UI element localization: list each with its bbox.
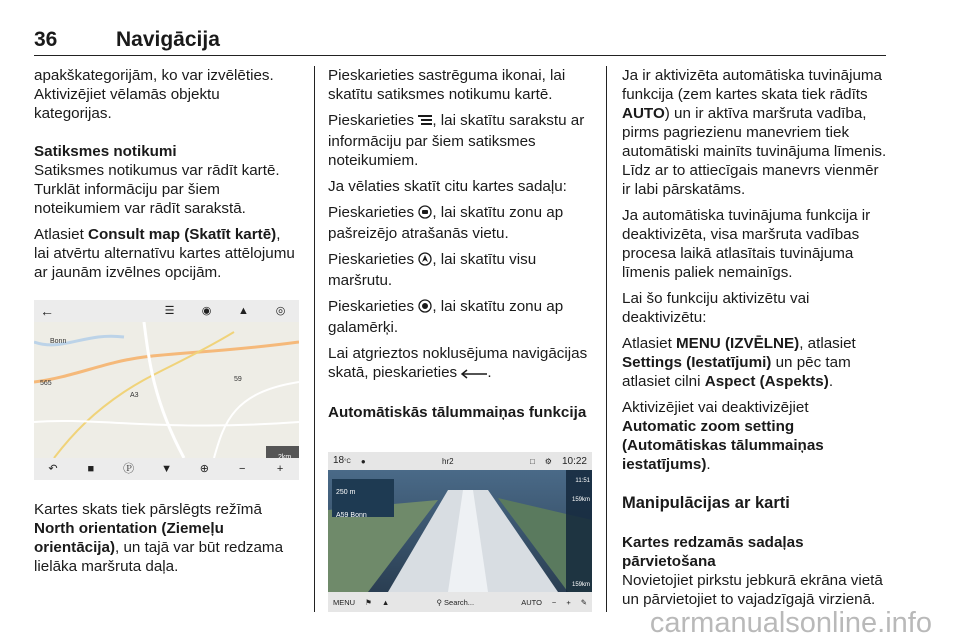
paragraph: Lai atgrieztos noklusējuma navigācijas skatā, pieskarieties . xyxy=(328,344,596,384)
auto-zoom-label: AUTO xyxy=(521,597,542,607)
north-arrow-icon: ▲ xyxy=(381,597,390,607)
map-top-bar xyxy=(34,300,299,322)
car-position-icon xyxy=(418,205,432,224)
paragraph: Ja ir aktivizēta automātiska tuvinājuma funkcija (zem kartes skata tiek rādīts AUTO) un ir aktīva maršruta vadība, pirms pagriezienu manevriem tiek automātiski mainīts tuvinājuma līmenis. Līdz ar to attiecīgais manevrs vienmēr ir labi pārskatāms. xyxy=(622,67,887,198)
map-label-road: A3 xyxy=(130,392,139,399)
search-icon: ⚲ xyxy=(436,597,445,607)
map-screenshot xyxy=(34,300,299,480)
subsection-heading-move-map: Kartes redzamās sadaļas pārvietošana xyxy=(622,534,804,570)
nav-bottom-bar xyxy=(328,592,592,612)
section-heading-autozoom: Automātiskās tālummaiņas funkcija xyxy=(328,404,587,421)
locate-icon: ⊕ xyxy=(199,462,209,475)
navigation-screenshot xyxy=(328,452,592,612)
auto-label: AUTO xyxy=(622,105,665,122)
menu-option-aspect: Aspect (Aspekts) xyxy=(704,373,829,390)
menu-button-label: MENU xyxy=(333,597,356,607)
map-view xyxy=(34,322,299,458)
flag-icon: ⚑ xyxy=(365,597,372,607)
clock-time: 10:22 xyxy=(561,455,587,467)
remaining-distance: 159km xyxy=(571,582,590,588)
list-icon xyxy=(418,113,432,132)
radio-station: hr2 xyxy=(442,456,454,466)
destination-icon xyxy=(418,299,432,318)
settings-gear-icon: ⚙ xyxy=(544,456,552,466)
paragraph: Atlasiet MENU (IZVĒLNE), atlasiet Settings (Iestatījumi) un pēc tam atlasiet cilni Aspect (Aspekts). xyxy=(622,335,856,390)
paragraph: Pieskarieties sastrēguma ikonai, lai skatītu satiksmes notikumu kartē. xyxy=(328,67,566,103)
paragraph: Pieskarieties , lai skatītu sarakstu ar informāciju par šiem satiksmes noteikumiem. xyxy=(328,112,585,169)
chapter-title: Navigācija xyxy=(116,28,220,51)
paragraph: Novietojiet pirkstu jebkurā ekrāna vietā un pārvietojiet to vajadzīgajā virzienā. xyxy=(622,572,883,608)
page-number: 36 xyxy=(34,28,58,51)
map-label-road: 59 xyxy=(234,376,242,383)
eta-distance: 159km xyxy=(571,497,590,503)
destination-icon: ◎ xyxy=(275,304,286,317)
map-roads xyxy=(34,322,299,458)
column-1 xyxy=(34,66,299,583)
eta-time: 11:51 xyxy=(575,478,590,484)
section-heading-manipulation: Manipulācijas ar karti xyxy=(622,494,790,512)
paragraph: Aktivizējiet vai deaktivizējiet Automatic zoom setting (Automātiskas tālummaiņas iestatījums). xyxy=(622,399,824,473)
page-header xyxy=(34,28,886,56)
mode-north-orientation: North orientation (Ziemeļu orientācija) xyxy=(34,520,224,556)
paragraph: Ja automātiska tuvinājuma funkcija ir deaktivizēta, visa maršruta vadības procesa laikā atlasītais tuvinājuma līmenis paliek nemainīgs. xyxy=(622,207,871,281)
column-divider-1 xyxy=(314,66,315,612)
route-overview-icon: ▲ xyxy=(238,304,249,317)
zoom-in-icon: + xyxy=(566,597,571,607)
back-arrow-icon: ← xyxy=(40,302,54,319)
menu-option-settings: Settings (Iestatījumi) xyxy=(622,354,772,371)
paragraph: Kartes skats tiek pārslēgts režīmā North orientation (Ziemeļu orientācija), un tajā var būt redzama lielāka maršruta daļa. xyxy=(34,501,284,575)
watermark: carmanualsonline.info xyxy=(649,607,932,639)
undo-icon: ↶ xyxy=(48,462,58,475)
turn-distance: 250 m xyxy=(336,489,356,496)
parking-icon: Ⓟ xyxy=(123,462,135,475)
search-field: Search... xyxy=(444,597,475,607)
map-bottom-bar xyxy=(34,458,299,480)
route-overview-icon xyxy=(418,252,432,271)
map-label-city: Bonn xyxy=(50,338,67,345)
location-icon: ● xyxy=(360,456,366,466)
fuel-icon: ■ xyxy=(87,462,95,475)
section-heading-traffic: Satiksmes notikumi xyxy=(34,143,177,160)
menu-option-consult-map: Consult map (Skatīt kartē) xyxy=(88,226,277,243)
map-label-road: 565 xyxy=(40,380,52,387)
paragraph: Ja vēlaties skatīt citu kartes sadaļu: xyxy=(328,178,567,195)
eta-side-panel xyxy=(566,470,592,592)
paragraph: Atlasiet Consult map (Skatīt kartē), lai atvērtu alternatīvu kartes attēlojumu ar jaunām izvēlnes opcijām. xyxy=(34,226,295,281)
paragraph: Pieskarieties , lai skatītu zonu ap pašreizējo atrašanās vietu. xyxy=(328,204,564,242)
column-2 xyxy=(328,66,596,612)
phone-icon: □ xyxy=(529,456,535,466)
zoom-out-icon: − xyxy=(551,597,557,607)
setting-automatic-zoom: Automatic zoom setting (Automātiskas tālummaiņas iestatījums) xyxy=(622,418,824,473)
temperature: 18 xyxy=(333,454,345,466)
zoom-out-icon: − xyxy=(239,462,246,475)
menu-option-menu: MENU (IZVĒLNE) xyxy=(676,335,800,352)
paragraph: Pieskarieties , lai skatītu visu maršrutu. xyxy=(328,251,537,289)
map-scale: 2km xyxy=(278,454,292,458)
paragraph: apakškategorijām, ko var izvēlēties. Aktivizējiet vēlamās objektu kategorijas. xyxy=(34,67,274,122)
options-icon: ✎ xyxy=(580,597,587,607)
back-arrow-icon xyxy=(461,365,487,384)
column-3 xyxy=(622,66,890,616)
column-divider-2 xyxy=(606,66,607,612)
traffic-icon: ▼ xyxy=(161,462,172,475)
turn-road: A59 Bonn xyxy=(336,512,367,519)
zoom-in-icon: + xyxy=(276,462,284,475)
paragraph: Satiksmes notikumus var rādīt kartē. Turklāt informāciju par šiem noteikumiem var rādīt sarakstā. xyxy=(34,162,280,217)
turn-instruction-panel xyxy=(332,479,394,517)
paragraph: Pieskarieties , lai skatītu zonu ap galamērķi. xyxy=(328,298,564,336)
nav-top-bar: 18°C ● hr2 □ ⚙ 10:22 xyxy=(328,452,592,470)
list-icon: ☰ xyxy=(164,304,175,317)
paragraph: Lai šo funkciju aktivizētu vai deaktivizētu: xyxy=(622,290,810,326)
car-position-icon: ◉ xyxy=(201,304,212,317)
